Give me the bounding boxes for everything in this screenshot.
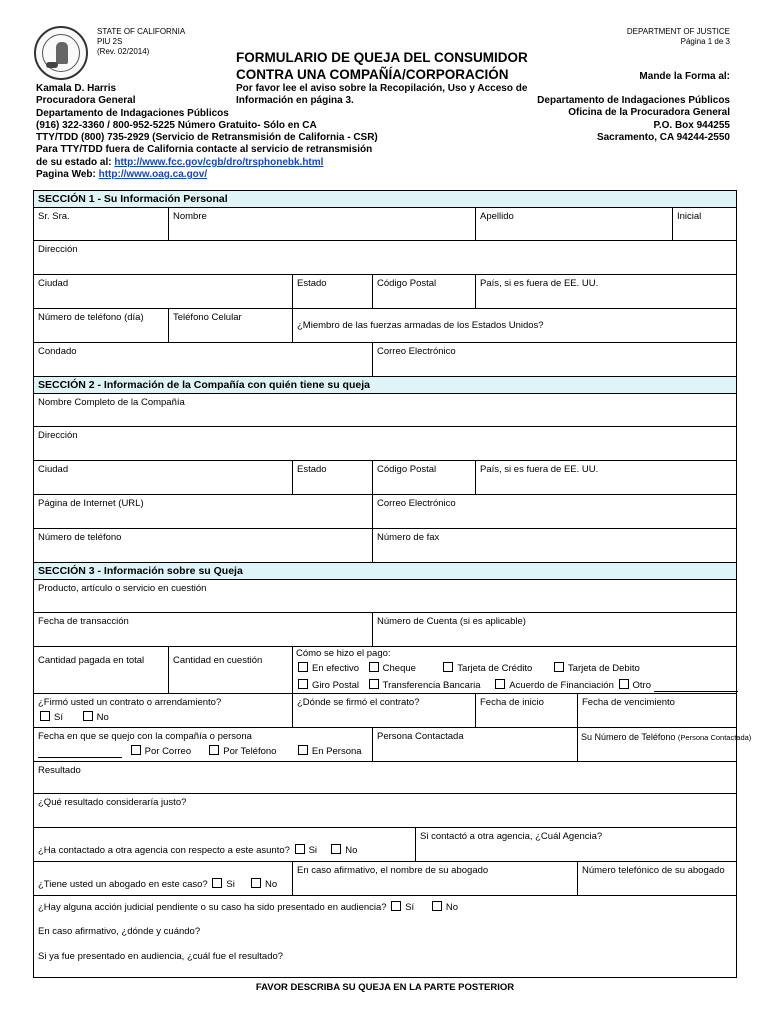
amount-disputed-label: Cantidad en cuestión	[173, 655, 263, 666]
contact-person-field[interactable]	[373, 728, 578, 762]
contract-location-label: ¿Dónde se firmó el contrato?	[297, 697, 420, 708]
payment-options-row-1	[296, 663, 733, 675]
zip-label: Código Postal	[377, 278, 437, 289]
zip-field[interactable]	[373, 275, 476, 309]
city-field[interactable]	[34, 275, 293, 309]
in-person-label: En Persona	[311, 746, 362, 757]
email-field[interactable]	[373, 343, 737, 377]
initial-field[interactable]	[673, 208, 737, 241]
relay-prefix: de su estado al:	[36, 156, 115, 168]
relay-line: Para TTY/TDD fuera de California contacte al servicio de retransmisión	[36, 144, 373, 156]
contract-location-field[interactable]	[293, 694, 476, 728]
contract-signed-label: ¿Firmó usted un contrato o arrendamiento?	[38, 697, 222, 708]
attorney-name-field[interactable]	[293, 862, 578, 896]
company-url-field[interactable]	[34, 495, 373, 529]
department-label: DEPARTMENT OF JUSTICE	[626, 27, 730, 36]
page-number: Página 1 de 3	[680, 37, 730, 46]
amount-paid-field[interactable]	[34, 647, 169, 694]
state-field[interactable]	[293, 275, 373, 309]
address-field[interactable]	[34, 241, 737, 275]
money-order-checkbox[interactable]	[298, 679, 308, 689]
dept-name: Departamento de Indagaciones Públicos	[36, 107, 229, 119]
company-url-label: Página de Internet (URL)	[38, 498, 144, 509]
financing-checkbox[interactable]	[495, 679, 505, 689]
legal-action-no-checkbox[interactable]	[432, 901, 442, 911]
military-label: ¿Miembro de las fuerzas armadas de los Estados Unidos?	[297, 319, 544, 331]
section-2-header: SECCIÓN 2 - Información de la Compañía con quién tiene su queja	[34, 377, 737, 394]
amount-disputed-field[interactable]	[169, 647, 293, 694]
section-1-header: SECCIÓN 1 - Su Información Personal	[34, 191, 737, 208]
cell-phone-field[interactable]	[169, 309, 293, 343]
contact-phone-label: Su Número de Teléfono	[581, 732, 676, 742]
attorney-name-label: En caso afirmativo, el nombre de su abogado	[297, 865, 489, 876]
credit-card-label: Tarjeta de Crédito	[457, 663, 533, 674]
footer-instruction: FAVOR DESCRIBA SU QUEJA EN LA PARTE POSTERIOR	[255, 982, 515, 993]
credit-card-checkbox[interactable]	[443, 662, 453, 672]
day-phone-label: Número de teléfono (día)	[38, 312, 144, 323]
address-label: Dirección	[38, 244, 78, 255]
form-id: PIU 2S	[97, 37, 123, 46]
by-phone-label: Por Teléfono	[223, 746, 277, 757]
other-agency-no-label: No	[345, 845, 358, 856]
contract-yes-checkbox[interactable]	[40, 711, 50, 721]
section-3-header: SECCIÓN 3 - Información sobre su Queja	[34, 563, 737, 580]
start-date-label: Fecha de inicio	[480, 697, 544, 708]
company-state-label: Estado	[297, 464, 327, 475]
tty-line: TTY/TDD (800) 735-2929 (Servicio de Retransmisión de California - CSR)	[36, 132, 378, 144]
company-city-label: Ciudad	[38, 464, 69, 475]
day-phone-field[interactable]	[34, 309, 169, 343]
attorney-phone-field[interactable]	[578, 862, 737, 896]
end-date-label: Fecha de vencimiento	[582, 697, 675, 708]
bank-transfer-label: Transferencia Bancaria	[382, 680, 481, 691]
initial-label: Inicial	[677, 211, 702, 222]
fair-result-field[interactable]	[34, 794, 737, 828]
check-label: Cheque	[382, 663, 416, 674]
complaint-date-label: Fecha en que se quejo con la compañía o persona	[38, 731, 252, 742]
first-name-field[interactable]	[169, 208, 476, 241]
which-agency-label: Si contactó a otra agencia, ¿Cuál Agencia?	[420, 831, 603, 842]
payment-options-row-2	[296, 680, 733, 692]
attorney-yes-label: Si	[226, 879, 235, 890]
which-agency-field[interactable]	[416, 828, 737, 862]
country-field[interactable]	[476, 275, 737, 309]
attorney-no-label: No	[265, 879, 278, 890]
debit-card-checkbox[interactable]	[554, 662, 564, 672]
other-input-line[interactable]	[654, 682, 738, 692]
web-line	[36, 169, 378, 181]
product-label: Producto, artículo o servicio en cuestión	[38, 583, 207, 594]
company-address-field[interactable]	[34, 427, 737, 461]
state-label: STATE OF CALIFORNIA	[97, 27, 186, 36]
fair-result-label: ¿Qué resultado consideraría justo?	[38, 797, 187, 808]
ag-title: Procuradora General	[36, 95, 136, 107]
legal-action-row	[38, 902, 732, 914]
contact-person-label: Persona Contactada	[377, 731, 464, 742]
bank-transfer-checkbox[interactable]	[369, 679, 379, 689]
send-to-label: Mande la Forma al:	[639, 71, 730, 82]
county-label: Condado	[38, 346, 77, 357]
relay-url-line	[36, 157, 378, 169]
address-line-4: Sacramento, CA 94244-2550	[596, 131, 730, 143]
start-date-field[interactable]	[476, 694, 578, 728]
transaction-date-label: Fecha de transacción	[38, 616, 129, 627]
web-prefix: Pagina Web:	[36, 169, 99, 181]
transaction-date-field[interactable]	[34, 613, 373, 647]
check-checkbox[interactable]	[369, 662, 379, 672]
address-line-3: P.O. Box 944255	[653, 119, 730, 131]
company-country-label: País, si es fuera de EE. UU.	[480, 464, 599, 475]
ag-name: Kamala D. Harris	[36, 83, 117, 94]
by-phone-checkbox[interactable]	[209, 745, 219, 755]
company-name-field[interactable]	[34, 394, 737, 427]
company-phone-field[interactable]	[34, 529, 373, 563]
form-revision: (Rev. 02/2014)	[97, 47, 150, 56]
relay-link[interactable]: http://www.fcc.gov/cgb/dro/trsphonebk.html	[114, 156, 324, 168]
result-label: Resultado	[38, 765, 81, 776]
contract-signed-options	[38, 712, 290, 724]
money-order-label: Giro Postal	[312, 680, 359, 691]
attorney-label: ¿Tiene usted un abogado en este caso?	[38, 879, 208, 890]
other-label: Otro	[632, 680, 651, 691]
payment-method-group	[293, 647, 737, 694]
in-person-checkbox[interactable]	[298, 745, 308, 755]
cell-phone-label: Teléfono Celular	[173, 312, 242, 323]
other-agency-group	[34, 828, 416, 862]
legal-action-yes-label: Sí	[405, 902, 415, 913]
financing-label: Acuerdo de Financiación	[509, 680, 614, 691]
debit-card-label: Tarjeta de Debito	[567, 663, 640, 674]
account-number-label: Número de Cuenta (si es aplicable)	[377, 616, 526, 627]
attorney-no-checkbox[interactable]	[251, 878, 261, 888]
address-line-1: Departamento de Indagaciones Públicos	[537, 95, 730, 106]
company-fax-field[interactable]	[373, 529, 737, 563]
result-field[interactable]	[34, 762, 737, 794]
notice-line-1: Por favor lee el aviso sobre la Recopilación, Uso y Acceso de	[236, 83, 528, 94]
last-name-field[interactable]	[476, 208, 673, 241]
where-when-field[interactable]: En caso afirmativo, ¿dónde y cuándo?	[38, 926, 201, 937]
city-label: Ciudad	[38, 278, 69, 289]
county-field[interactable]	[34, 343, 373, 377]
salutation-field[interactable]	[34, 208, 169, 241]
first-name-label: Nombre	[173, 211, 207, 222]
company-zip-label: Código Postal	[377, 464, 437, 475]
last-name-label: Apellido	[480, 211, 514, 222]
hearing-result-field[interactable]: Si ya fue presentado en audiencia, ¿cuál fue el resultado?	[38, 951, 284, 962]
email-label: Correo Electrónico	[377, 346, 456, 357]
other-agency-no-checkbox[interactable]	[331, 844, 341, 854]
title-line-1: FORMULARIO DE QUEJA DEL CONSUMIDOR	[236, 50, 528, 65]
attorney-phone-label: Número telefónico de su abogado	[582, 865, 725, 876]
contact-phone-field[interactable]	[578, 728, 752, 762]
complaint-date-input-line[interactable]	[38, 748, 122, 758]
web-link[interactable]: http://www.oag.ca.gov/	[98, 169, 208, 181]
attorney-group	[34, 862, 293, 896]
cash-label: En efectivo	[312, 663, 359, 674]
contract-no-label: No	[96, 712, 109, 723]
complaint-date-group	[34, 728, 373, 762]
other-agency-label: ¿Ha contactado a otra agencia con respecto a este asunto?	[38, 845, 290, 856]
country-label: País, si es fuera de EE. UU.	[480, 278, 599, 289]
complaint-method-options	[38, 746, 370, 758]
amount-paid-label: Cantidad pagada en total	[38, 655, 145, 666]
account-number-field[interactable]	[373, 613, 737, 647]
end-date-field[interactable]	[578, 694, 737, 728]
company-city-field[interactable]	[34, 461, 293, 495]
other-agency-yes-checkbox[interactable]	[295, 844, 305, 854]
form-title	[236, 49, 528, 83]
title-line-2: CONTRA UNA COMPAÑÍA/CORPORACIÓN	[236, 67, 509, 82]
military-field[interactable]	[293, 309, 737, 343]
contract-no-checkbox[interactable]	[83, 711, 93, 721]
contract-yes-label: Sí	[54, 712, 63, 723]
by-mail-checkbox[interactable]	[131, 745, 141, 755]
company-fax-label: Número de fax	[377, 532, 440, 543]
company-address-label: Dirección	[38, 430, 78, 441]
by-mail-label: Por Correo	[144, 746, 192, 757]
product-field[interactable]	[34, 580, 737, 613]
legal-action-group	[34, 896, 737, 978]
company-country-field[interactable]	[476, 461, 737, 495]
company-email-label: Correo Electrónico	[377, 498, 456, 509]
attorney-yes-checkbox[interactable]	[212, 878, 222, 888]
complaint-form	[33, 190, 752, 978]
other-agency-yes-label: Si	[308, 845, 318, 856]
company-phone-label: Número de teléfono	[38, 532, 122, 543]
state-field-label: Estado	[297, 278, 327, 289]
payment-method-label: Cómo se hizo el pago:	[296, 648, 391, 659]
phone-numbers: (916) 322-3360 / 800-952-5225 Número Gratuito- Sólo en CA	[36, 119, 317, 131]
contact-block	[36, 83, 378, 181]
state-seal	[34, 26, 88, 80]
legal-action-yes-checkbox[interactable]	[391, 901, 401, 911]
mailing-address	[537, 95, 730, 144]
company-state-field[interactable]	[293, 461, 373, 495]
company-name-label: Nombre Completo de la Compañía	[38, 397, 185, 408]
form-header-left	[97, 27, 185, 57]
contract-signed-group	[34, 694, 293, 728]
company-zip-field[interactable]	[373, 461, 476, 495]
legal-action-label: ¿Hay alguna acción judicial pendiente o su caso ha sido presentado en audiencia?	[38, 902, 387, 913]
cash-checkbox[interactable]	[298, 662, 308, 672]
form-header-right	[627, 27, 730, 47]
company-email-field[interactable]	[373, 495, 737, 529]
salutation-label: Sr. Sra.	[38, 211, 70, 222]
contact-phone-sublabel: (Persona Contactada)	[677, 733, 752, 742]
address-line-2: Oficina de la Procuradora General	[568, 107, 730, 119]
notice-line-2: Información en página 3.	[236, 95, 354, 107]
other-checkbox[interactable]	[619, 679, 629, 689]
legal-action-no-label: No	[445, 902, 459, 913]
